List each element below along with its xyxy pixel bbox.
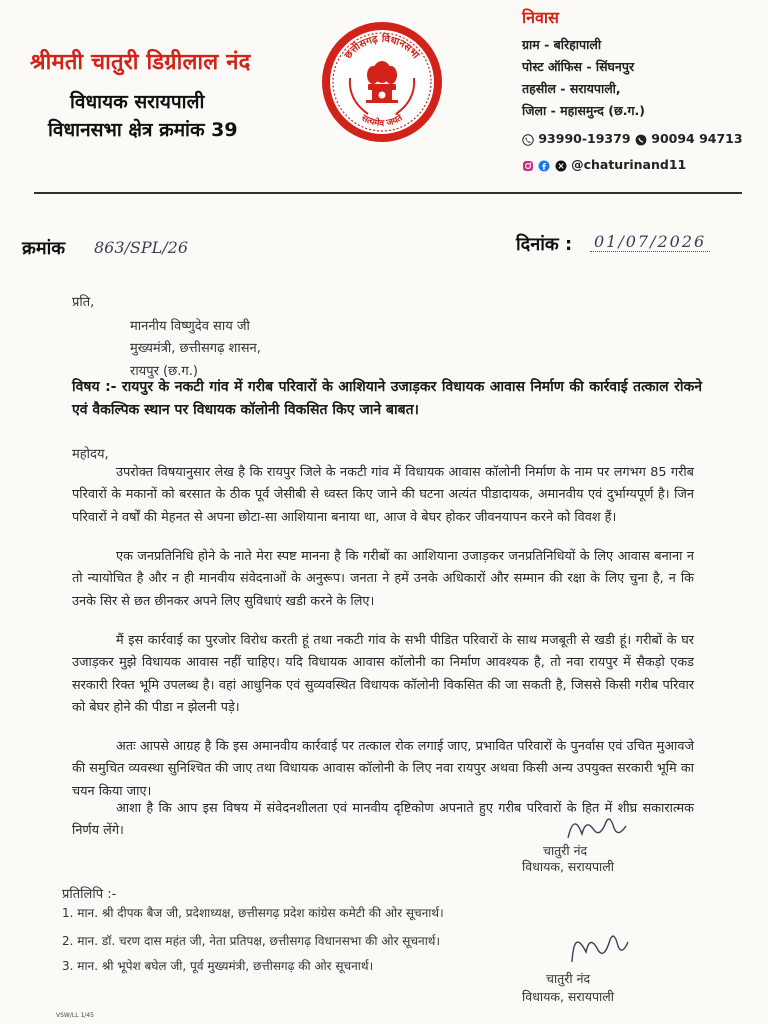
assembly-emblem-seal	[320, 20, 444, 144]
copy-to-item-1: 1. मान. श्री दीपक बैज जी, प्रदेशाध्यक्ष, छत्तीसगढ़ प्रदेश कांग्रेस कमेटी की ओर सूचनार्थ।	[62, 906, 444, 920]
addressee-city: रायपुर (छ.ग.)	[130, 364, 198, 379]
social-row	[522, 154, 762, 176]
copy-to-label: प्रतिलिपि :-	[62, 887, 117, 902]
residence-heading: निवास	[522, 8, 559, 27]
contact-phones	[522, 128, 762, 150]
ref-number: 863/SPL/26	[94, 238, 189, 257]
whatsapp-icon	[635, 134, 647, 146]
letter-subject: विषय :- रायपुर के नकटी गांव में गरीब परिवारों के आशियाने उजाड़कर विधायक आवास निर्माण की कार्रवाई तत्काल रोकने एवं वैकल्पिक स्थान पर विधायक कॉलोनी विकसित किए जाने बाबत।	[72, 379, 702, 418]
instagram-icon	[522, 160, 534, 172]
body-paragraph-2: एक जनप्रतिनिधि होने के नाते मेरा स्पष्ट मानना है कि गरीबों का आशियाना उजाड़कर जनप्रतिनिधियों के लिए आवास बनाना न तो न्यायोचित है और न ही मानवीय संवेदनाओं के अनुरूप। जनता ने हमें उनके अधिकारों और सम्मान की रक्षा के लिए चुना है, न कि उनके सिर से छत छीनकर अपने लिए सुविधाएं खडी करने के लिए।	[72, 549, 694, 609]
body-paragraph-5: आशा है कि आप इस विषय में संवेदनशीलता एवं मानवीय दृष्टिकोण अपनाते हुए गरीब परिवारों के हित में शीघ्र सकारात्मक निर्णय लेंगे।	[72, 801, 694, 839]
facebook-icon	[538, 160, 550, 172]
body-paragraph-1: उपरोक्त विषयानुसार लेख है कि रायपुर जिले के नकटी गांव में विधायक आवास कॉलोनी निर्माण के नाम पर लगभग 85 गरीब परिवारों के मकानों को बरसात के ठीक पूर्व जेसीबी से ध्वस्त किए जाने की घटना अत्यंत पीडादायक, अमानवीय एवं दुर्भाग्यपूर्ण है। जिन परिवारों ने वर्षों की मेहनत से अपना छोटा-सा आशियाना बनाया था, आज वे बेघर होकर जीवनयापन करने को विवश हैं।	[72, 465, 694, 525]
salutation: महोदय,	[72, 447, 109, 462]
copy-to-item-2: 2. मान. डॉ. चरण दास महंत जी, नेता प्रतिपक्ष, छत्तीसगढ़ विधानसभा की ओर सूचनार्थ।	[62, 934, 441, 948]
x-icon	[555, 160, 567, 172]
footer-code: VSW/LL 1/45	[56, 1012, 94, 1019]
residence-district: जिला - महासमुन्द (छ.ग.)	[522, 103, 645, 118]
body-paragraph-3: मैं इस कार्रवाई का पुरजोर विरोध करती हूं तथा नकटी गांव के सभी पीडित परिवारों के साथ मजबूती से खडी हूं। गरीबों के घर उजाड़कर मुझे विधायक आवास नहीं चाहिए। यदि विधायक आवास कॉलोनी का निर्माण आवश्यक है, तो नवा रायपुर में सैकड़ो एकड सरकारी रिक्त भूमि उपलब्ध है। वहां आधुनिक एवं सुव्यवस्थित विधायक कॉलोनी विकसित की जा सकती है, जिससे किसी गरीब परिवार को बेघर होने की पीडा न झेलनी पड़े।	[72, 633, 694, 715]
phone-number-2: 90094 94713	[651, 131, 743, 146]
phone-number-1: 93990-19379	[538, 131, 631, 146]
header-divider	[34, 192, 742, 194]
signatory-name: चातुरी नंद	[543, 843, 588, 858]
residence-block	[522, 6, 762, 176]
emblem-motto-text: सत्यमेव जयते	[359, 113, 405, 130]
signatory-name-2: चातुरी नंद	[546, 971, 591, 986]
residence-post-office: पोस्ट ऑफिस - सिंघनपुर	[522, 59, 635, 74]
social-handle: @chaturinand11	[571, 157, 687, 172]
addressee-designation: मुख्यमंत्री, छत्तीसगढ़ शासन,	[130, 341, 261, 356]
signatory-title-2: विधायक, सरायपाली	[522, 989, 615, 1004]
body-paragraph-4: अतः आपसे आग्रह है कि इस अमानवीय कार्रवाई पर तत्काल रोक लगाई जाए, प्रभावित परिवारों के पुनर्वास एवं उचित मुआवजे की समुचित व्यवस्था सुनिश्चित की जाए तथा विधायक आवास कॉलोनी के लिए नवा रायपुर अथवा किसी अन्य उपयुक्त सरकारी भूमि का चयन किया जाए।	[72, 739, 694, 799]
residence-village: ग्राम - बरिहापाली	[522, 37, 602, 52]
copy-to-item-3: 3. मान. श्री भूपेश बघेल जी, पूर्व मुख्यमंत्री, छत्तीसगढ़ की ओर सूचनार्थ।	[62, 959, 374, 973]
mla-title: विधायक सरायपाली	[70, 91, 205, 113]
addressee-to-label: प्रति,	[72, 295, 95, 310]
signatory-title: विधायक, सरायपाली	[522, 859, 615, 874]
mla-name: श्रीमती चातुरी डिग्रीलाल नंद	[30, 50, 251, 75]
emblem-top-text: छत्तीसगढ़ विधानसभा	[342, 33, 422, 61]
addressee-name: माननीय विष्णुदेव साय जी	[130, 319, 250, 334]
residence-tehsil: तहसील - सरायपाली,	[522, 81, 621, 96]
ref-label: क्रमांक	[22, 238, 66, 259]
date-label: दिनांक :	[516, 234, 573, 255]
handwritten-signature-2	[562, 922, 632, 970]
date-value: 01/07/2026	[590, 232, 710, 252]
phone-icon	[522, 134, 534, 146]
constituency-number: विधानसभा क्षेत्र क्रमांक 39	[48, 119, 238, 141]
